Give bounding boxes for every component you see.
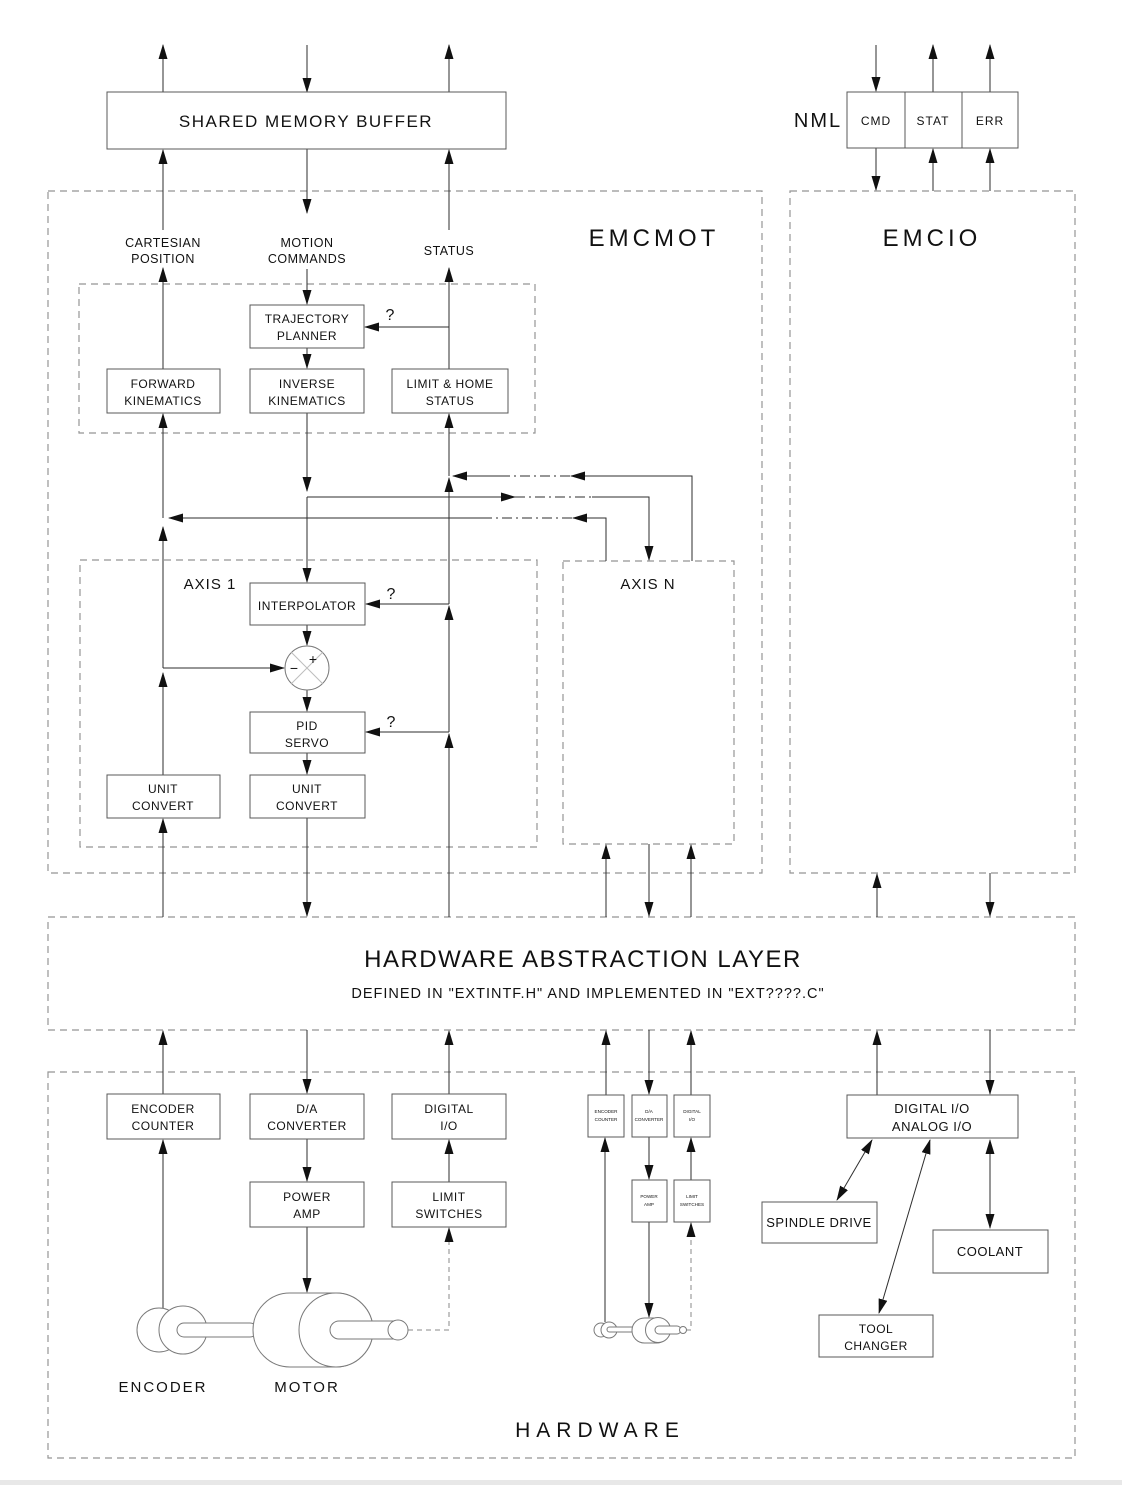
axisn-power-amp-label-1: POWER [640, 1194, 658, 1199]
digital-io-label-2: I/O [440, 1119, 458, 1133]
axisn-shaft-rear-icon [607, 1327, 635, 1332]
hal-subtitle: DEFINED IN "EXTINTF.H" AND IMPLEMENTED IN "EXT????.C" [351, 986, 825, 1002]
axisn-da-converter-label-1: D/A [645, 1109, 653, 1114]
power-amp-label-1: POWER [283, 1190, 331, 1204]
emcio-section [883, 225, 982, 252]
motor-shaft-rear-icon [177, 1323, 257, 1337]
pid-servo-label-2: SERVO [284, 736, 330, 750]
trajectory-planner-label-2: PLANNER [276, 329, 338, 343]
axisn-digital-io-label-1: DIGITAL [683, 1109, 701, 1114]
axisn-frame [563, 561, 734, 844]
axisn-encoder-counter-label-2: COUNTER [594, 1117, 618, 1122]
da-converter-label-1: D/A [296, 1102, 318, 1116]
axisn-label: AXIS N [620, 576, 676, 593]
trajectory-planner-label-1: TRAJECTORY [264, 312, 350, 326]
nml-stat-label: STAT [916, 114, 950, 128]
question-mark-trajectory: ? [385, 307, 395, 324]
axis1-label: AXIS 1 [183, 576, 237, 593]
digital-analog-io-label-2: ANALOG I/O [891, 1119, 973, 1134]
axisn-power-amp-label-2: AMP [644, 1202, 654, 1207]
axisn-limit-switches-label-2: SWITCHES [679, 1202, 705, 1207]
emcmot-section [107, 225, 719, 818]
axisn-da-converter-label-2: CONVERTER [634, 1117, 664, 1122]
question-mark-interpolator: ? [386, 586, 396, 603]
connector-io-toolchanger [879, 1140, 930, 1313]
axisn-shaft-front-icon [655, 1326, 681, 1334]
encoder-counter-label-2: COUNTER [131, 1119, 195, 1133]
emcmot-title: EMCMOT [588, 225, 720, 252]
hal-section [351, 946, 824, 1002]
summing-minus-sign: − [289, 660, 299, 676]
shared-memory-buffer-label: SHARED MEMORY BUFFER [178, 112, 434, 131]
power-amp-label-2: AMP [293, 1207, 321, 1221]
emcio-frame [790, 191, 1075, 873]
cartesian-position-label-1: CARTESIAN [125, 236, 201, 250]
tool-changer-label-1: TOOL [858, 1322, 894, 1336]
cartesian-position-label-2: POSITION [131, 252, 195, 266]
connector-axisn-motor-to-switches [686, 1223, 691, 1330]
axisn-digital-io-label-2: I/O [688, 1117, 696, 1122]
hardware-title: HARDWARE [515, 1419, 685, 1442]
coolant-label: COOLANT [956, 1244, 1024, 1259]
digital-io-label-1: DIGITAL [424, 1102, 474, 1116]
axisn-digital-io-box [674, 1095, 710, 1137]
connector-axisn-pos-a [573, 518, 606, 561]
spindle-drive-label: SPINDLE DRIVE [766, 1215, 872, 1230]
axisn-limit-switches-box [674, 1180, 710, 1222]
axisn-da-converter-box [632, 1095, 667, 1137]
nml-cmd-label: CMD [860, 114, 892, 128]
nml-label: NML [793, 110, 843, 132]
axisn-shaft-end-icon [680, 1327, 687, 1334]
forward-kinematics-label-2: KINEMATICS [124, 394, 202, 408]
axisn-power-amp-box [632, 1180, 667, 1222]
summing-junction [285, 646, 329, 690]
motion-commands-label-1: MOTION [280, 236, 334, 250]
status-label: STATUS [423, 244, 475, 258]
limit-switches-label-2: SWITCHES [415, 1207, 483, 1221]
pid-servo-label-1: PID [296, 719, 318, 733]
unit-convert-center-label-1: UNIT [292, 782, 322, 796]
inverse-kinematics-label-1: INVERSE [278, 377, 336, 391]
top-section [107, 92, 1018, 149]
connector-cmd-to-axisn-c [592, 497, 649, 560]
emcmot-frame [48, 191, 762, 873]
motor-shaft-end-icon [388, 1320, 408, 1340]
summing-plus-sign: + [308, 651, 318, 667]
limit-home-status-label-1: LIMIT & HOME [406, 377, 494, 391]
axisn-encoder-counter-label-1: ENCODER [594, 1109, 618, 1114]
connector-motor-to-switches [408, 1228, 449, 1330]
hardware-section [107, 1094, 1048, 1442]
interpolator-label: INTERPOLATOR [257, 599, 357, 613]
tool-changer-label-2: CHANGER [844, 1339, 908, 1353]
motor-encoder-drawing [137, 1293, 408, 1367]
limit-home-status-label-2: STATUS [425, 394, 475, 408]
hal-frame [48, 917, 1075, 1030]
digital-analog-io-label-1: DIGITAL I/O [894, 1101, 970, 1116]
hal-title: HARDWARE ABSTRACTION LAYER [364, 946, 802, 973]
inverse-kinematics-label-2: KINEMATICS [268, 394, 346, 408]
unit-convert-left-label-1: UNIT [148, 782, 178, 796]
nml-err-label: ERR [975, 114, 1005, 128]
da-converter-label-2: CONVERTER [267, 1119, 347, 1133]
unit-convert-center-label-2: CONVERT [276, 799, 338, 813]
emcio-title: EMCIO [882, 225, 982, 252]
motion-commands-label-2: COMMANDS [267, 252, 347, 266]
connector-io-spindle [837, 1140, 872, 1200]
axisn-encoder-counter-box [588, 1095, 624, 1137]
axisn-motor-encoder-drawing [594, 1318, 687, 1344]
forward-kinematics-label-1: FORWARD [130, 377, 196, 391]
unit-convert-left-label-2: CONVERT [132, 799, 194, 813]
motor-device-label: MOTOR [274, 1379, 340, 1396]
axisn-limit-switches-label-1: LIMIT [686, 1194, 698, 1199]
question-mark-pid: ? [386, 714, 396, 731]
encoder-counter-label-1: ENCODER [131, 1102, 195, 1116]
limit-switches-label-1: LIMIT [432, 1190, 466, 1204]
encoder-device-label: ENCODER [118, 1379, 208, 1396]
